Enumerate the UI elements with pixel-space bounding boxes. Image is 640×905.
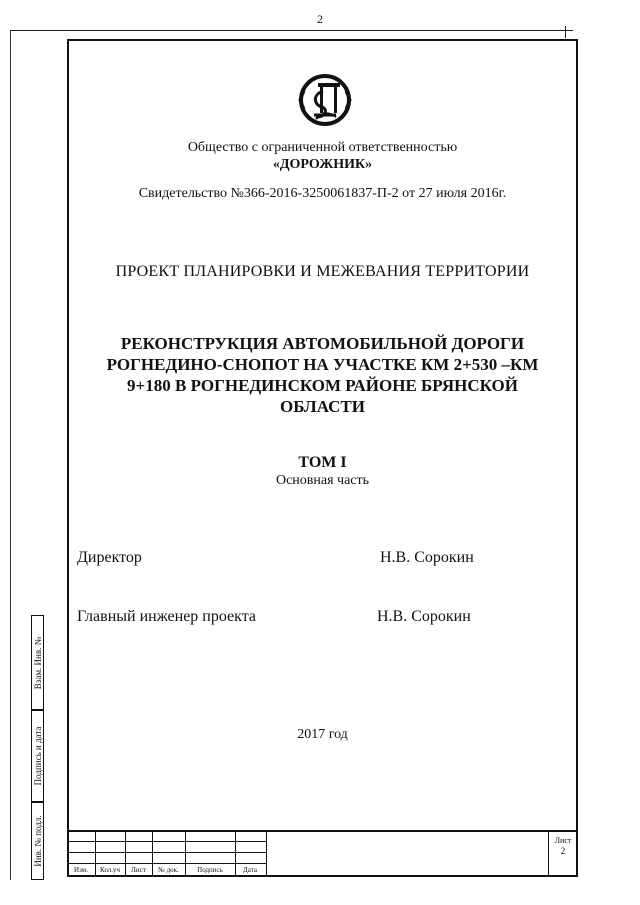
title-block-header: № док.: [158, 866, 179, 874]
signature-name: Н.В. Сорокин: [380, 549, 474, 566]
sheet-label: Лист: [554, 836, 572, 845]
title-block-header: Изм.: [74, 866, 88, 874]
organization-line: Общество с ограниченной ответственностью: [187, 140, 458, 155]
title-block-grid: [67, 830, 267, 877]
certificate-text: Свидетельство №366-2016-3250061837-П-2 от 27 июля 2016г.: [138, 186, 507, 201]
year: 2017 год: [297, 727, 348, 742]
signature-role: Директор: [77, 549, 142, 566]
side-stamp-label: Инв. № подл.: [32, 815, 43, 867]
organization-name: «ДОРОЖНИК»: [272, 157, 373, 172]
document-title: [90, 333, 555, 417]
corner-mark: [565, 26, 566, 38]
side-stamp-signature: [31, 710, 44, 802]
title-line: 9+180 В РОГНЕДИНСКОМ РАЙОНЕ БРЯНСКОЙ: [127, 376, 518, 395]
title-block-header: Подпись: [197, 866, 223, 874]
signature-role: Главный инженер проекта: [77, 608, 257, 625]
title-line: ОБЛАСТИ: [280, 397, 365, 416]
side-stamp-inventory: [31, 802, 44, 880]
dorozhnik-logo-icon: [296, 71, 354, 129]
project-type: ПРОЕКТ ПЛАНИРОВКИ И МЕЖЕВАНИЯ ТЕРРИТОРИИ: [115, 263, 530, 280]
signature-name: Н.В. Сорокин: [377, 608, 471, 625]
title-line: РОГНЕДИНО-СНОПОТ НА УЧАСТКЕ КМ 2+530 –КМ: [106, 355, 539, 374]
side-stamp-label: Подпись и дата: [32, 726, 43, 786]
volume-subtitle: Основная часть: [275, 473, 370, 488]
outer-border-top: [10, 30, 573, 31]
volume-title: ТОМ I: [298, 454, 347, 471]
title-block-header: Лист: [131, 866, 146, 874]
page-number: 2: [317, 12, 323, 26]
side-stamp-replacement: [31, 615, 44, 710]
title-block-header: Дата: [243, 866, 257, 874]
title-block-header: Кол.уч: [100, 866, 120, 874]
title-line: РЕКОНСТРУКЦИЯ АВТОМОБИЛЬНОЙ ДОРОГИ: [120, 334, 525, 353]
outer-border-left: [10, 30, 11, 880]
title-block-divider: [266, 830, 267, 877]
sheet-number: 2: [560, 846, 566, 856]
side-stamp-label: Взам. Инв. №: [32, 636, 43, 689]
